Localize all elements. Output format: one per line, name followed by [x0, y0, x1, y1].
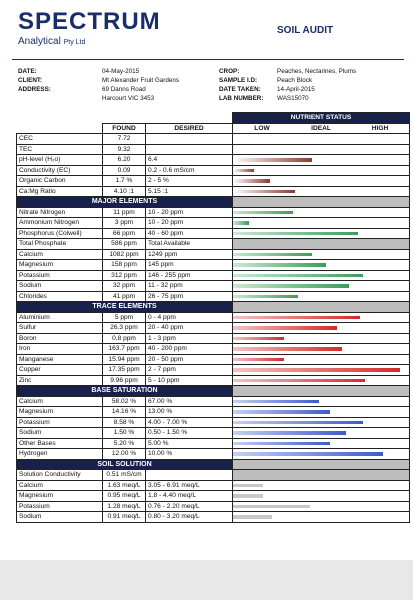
analyte-name: Hydrogen: [17, 449, 103, 460]
info-key: SAMPLE I.D:: [219, 77, 258, 84]
desired-value: 67.00 %: [146, 396, 233, 407]
analyte-name: Conductivity (EC): [17, 165, 103, 176]
info-value: 04-May-2015: [102, 68, 140, 75]
desired-value: [146, 134, 233, 145]
status-cell: [233, 134, 410, 145]
analyte-name: Sodium: [17, 512, 103, 523]
found-value: 0.95 meq/L: [103, 491, 146, 502]
status-bar: [233, 494, 263, 498]
analyte-name: Manganese: [17, 354, 103, 365]
section-header-row: [17, 386, 410, 397]
status-bar: [233, 431, 346, 435]
analyte-name: Magnesium: [17, 260, 103, 271]
info-key: DATE:: [18, 68, 37, 75]
info-key: ADDRESS:: [18, 86, 51, 93]
status-bar: [233, 505, 310, 509]
table-row: [17, 428, 410, 439]
status-cell: [233, 155, 410, 166]
status-bar: [233, 368, 400, 372]
table-row: [17, 407, 410, 418]
section-status-filler: [233, 386, 410, 397]
status-cell: [233, 218, 410, 229]
found-value: 11 ppm: [103, 207, 146, 218]
desired-value: 1 - 3 ppm: [146, 333, 233, 344]
desired-value: 5.00 %: [146, 438, 233, 449]
status-bar: [233, 253, 312, 257]
found-value: 26.3 ppm: [103, 323, 146, 334]
found-value: 0.51 mS/cm: [103, 470, 146, 481]
info-value: WAS15070: [277, 95, 309, 102]
found-value: 1.63 meq/L: [103, 480, 146, 491]
status-bar: [233, 442, 330, 446]
analyte-name: Boron: [17, 333, 103, 344]
table-row: [17, 333, 410, 344]
desired-value: [146, 470, 233, 481]
analyte-name: Iron: [17, 344, 103, 355]
analyte-name: Zinc: [17, 375, 103, 386]
low-header: LOW: [254, 124, 270, 132]
status-cell: [233, 428, 410, 439]
header-divider: [12, 59, 404, 60]
section-header-row: [17, 197, 410, 208]
analyte-name: Sodium: [17, 428, 103, 439]
status-bar: [233, 211, 293, 215]
table-row: [17, 438, 410, 449]
status-bar: [233, 410, 330, 414]
found-header: FOUND: [103, 123, 146, 134]
found-value: 32 ppm: [103, 281, 146, 292]
info-value: 14-April-2015: [277, 86, 315, 93]
status-cell: [233, 228, 410, 239]
brand-name: SPECTRUM: [18, 8, 161, 35]
analyte-name: Sulfur: [17, 323, 103, 334]
brand-sub-suffix: Pty Ltd: [63, 39, 86, 46]
table-row: [17, 249, 410, 260]
analyte-name: Copper: [17, 365, 103, 376]
status-bar: [233, 284, 349, 288]
status-bar: [233, 169, 254, 173]
desired-value: [146, 144, 233, 155]
status-cell: [233, 512, 410, 523]
status-cell: [233, 417, 410, 428]
table-row: [17, 344, 410, 355]
desired-value: 0.76 - 2.20 meq/L: [146, 501, 233, 512]
desired-value: 2 - 7 ppm: [146, 365, 233, 376]
section-title: SOIL SOLUTION: [17, 459, 233, 470]
found-value: 1082 ppm: [103, 249, 146, 260]
status-cell: [233, 344, 410, 355]
info-value: Harcourt VIC 3453: [102, 95, 155, 102]
found-value: 586 ppm: [103, 239, 146, 250]
table-row: [17, 144, 410, 155]
table-row: [17, 270, 410, 281]
found-value: 41 ppm: [103, 291, 146, 302]
status-cell: [233, 491, 410, 502]
status-cell: [233, 354, 410, 365]
status-cell: [233, 207, 410, 218]
analyte-name: Phosphorus (Colwell): [17, 228, 103, 239]
table-row: [17, 323, 410, 334]
section-title: BASE SATURATION: [17, 386, 233, 397]
table-row: [17, 501, 410, 512]
desired-value: 2 - 5 %: [146, 176, 233, 187]
analyte-name: Magnesium: [17, 491, 103, 502]
table-row: [17, 239, 410, 250]
info-value: Peach Block: [277, 77, 313, 84]
status-bar: [233, 347, 342, 351]
status-bar: [233, 179, 270, 183]
status-bar: [233, 337, 284, 341]
soil-results-table: [16, 112, 410, 523]
analyte-name: Organic Carbon: [17, 176, 103, 187]
status-cell: [233, 281, 410, 292]
status-bar: [233, 515, 272, 519]
info-value: Peaches, Nectarines, Plums: [277, 68, 357, 75]
status-bar: [233, 379, 365, 383]
table-row: [17, 417, 410, 428]
table-row: [17, 165, 410, 176]
status-cell: [233, 312, 410, 323]
desired-value: 20 - 50 ppm: [146, 354, 233, 365]
status-bar: [233, 295, 298, 299]
found-value: 0.09: [103, 165, 146, 176]
desired-value: 0 - 4 ppm: [146, 312, 233, 323]
desired-value: 26 - 75 ppm: [146, 291, 233, 302]
found-value: 312 ppm: [103, 270, 146, 281]
info-left-block: [18, 67, 179, 103]
table-row: [17, 512, 410, 523]
table-row: [17, 365, 410, 376]
analyte-name: Other Bases: [17, 438, 103, 449]
analyte-name: Magnesium: [17, 407, 103, 418]
desired-value: Total Available: [146, 239, 233, 250]
analyte-name: Potassium: [17, 270, 103, 281]
analyte-name: Calcium: [17, 480, 103, 491]
brand-logo: [18, 10, 161, 47]
analyte-name: Ca:Mg Ratio: [17, 186, 103, 197]
analyte-name: Potassium: [17, 501, 103, 512]
status-bar: [233, 316, 360, 320]
status-bar: [233, 326, 337, 330]
ideal-header: IDEAL: [311, 124, 331, 132]
desired-value: 1.8 - 4.40 meq/L: [146, 491, 233, 502]
desired-header: DESIRED: [146, 123, 233, 134]
analyte-name: Ammonium Nitrogen: [17, 218, 103, 229]
status-bar: [233, 232, 358, 236]
analyte-name: Chlorides: [17, 291, 103, 302]
status-cell: [233, 480, 410, 491]
info-key: LAB NUMBER:: [219, 95, 264, 102]
status-cell: [233, 501, 410, 512]
analyte-name: pH-level (H₂o): [17, 155, 103, 166]
desired-value: 0.50 - 1.50 %: [146, 428, 233, 439]
status-cell: [233, 375, 410, 386]
found-value: 17.35 ppm: [103, 365, 146, 376]
status-bar: [233, 484, 263, 488]
analyte-name: CEC: [17, 134, 103, 145]
nutrient-status-header: NUTRIENT STATUS: [233, 113, 410, 124]
found-value: 4.10 :1: [103, 186, 146, 197]
status-cell: [233, 270, 410, 281]
desired-value: 10.00 %: [146, 449, 233, 460]
status-bar: [233, 158, 312, 162]
status-cell: [233, 186, 410, 197]
found-value: 14.16 %: [103, 407, 146, 418]
table-row: [17, 449, 410, 460]
analyte-name: Potassium: [17, 417, 103, 428]
info-key: CROP:: [219, 68, 240, 75]
table-row: [17, 207, 410, 218]
desired-value: 11 - 32 ppm: [146, 281, 233, 292]
table-row: [17, 218, 410, 229]
desired-value: 6.4: [146, 155, 233, 166]
desired-value: 5.15 :1: [146, 186, 233, 197]
table-row: [17, 291, 410, 302]
found-value: 5 ppm: [103, 312, 146, 323]
table-row: [17, 375, 410, 386]
status-cell: [233, 333, 410, 344]
status-cell: [233, 407, 410, 418]
status-scale-header: [233, 123, 410, 134]
section-header-row: [17, 302, 410, 313]
status-cell: [233, 249, 410, 260]
section-status-filler: [233, 197, 410, 208]
status-cell: [233, 260, 410, 271]
desired-value: 145 ppm: [146, 260, 233, 271]
found-value: 7.72: [103, 134, 146, 145]
table-row: [17, 176, 410, 187]
status-cell: [233, 365, 410, 376]
table-row: [17, 491, 410, 502]
section-header-row: [17, 459, 410, 470]
found-value: 1.28 meq/L: [103, 501, 146, 512]
found-value: 8.58 %: [103, 417, 146, 428]
status-bar: [233, 452, 383, 456]
status-bar: [233, 358, 284, 362]
status-cell: [233, 165, 410, 176]
status-cell: [233, 176, 410, 187]
table-row: [17, 228, 410, 239]
info-value: 69 Danns Road: [102, 86, 146, 93]
status-cell: [233, 449, 410, 460]
status-bar: [233, 263, 326, 267]
found-value: 0.91 meq/L: [103, 512, 146, 523]
desired-value: 4.00 - 7.00 %: [146, 417, 233, 428]
desired-value: 40 - 200 ppm: [146, 344, 233, 355]
status-bar: [233, 400, 319, 404]
info-value: Mt Alexander Fruit Gardens: [102, 77, 179, 84]
status-cell: [233, 438, 410, 449]
found-value: 0.8 ppm: [103, 333, 146, 344]
found-value: 3 ppm: [103, 218, 146, 229]
found-value: 58.02 %: [103, 396, 146, 407]
found-value: 9.96 ppm: [103, 375, 146, 386]
section-status-filler: [233, 302, 410, 313]
section-title: MAJOR ELEMENTS: [17, 197, 233, 208]
status-cell: [233, 239, 410, 250]
section-title: TRACE ELEMENTS: [17, 302, 233, 313]
table-row: [17, 396, 410, 407]
desired-value: 40 - 60 ppm: [146, 228, 233, 239]
found-value: 1.50 %: [103, 428, 146, 439]
desired-value: 20 - 40 ppm: [146, 323, 233, 334]
analyte-name: Calcium: [17, 249, 103, 260]
found-value: 5.20 %: [103, 438, 146, 449]
status-cell: [233, 470, 410, 481]
info-right-block: [219, 67, 356, 103]
desired-value: 10 - 20 ppm: [146, 207, 233, 218]
analyte-name: TEC: [17, 144, 103, 155]
analyte-name: Aluminium: [17, 312, 103, 323]
table-row: [17, 470, 410, 481]
info-key: CLIENT:: [18, 77, 43, 84]
desired-value: 13.00 %: [146, 407, 233, 418]
desired-value: 0.80 - 3.20 meq/L: [146, 512, 233, 523]
status-cell: [233, 144, 410, 155]
desired-value: 10 - 20 ppm: [146, 218, 233, 229]
found-value: 9.32: [103, 144, 146, 155]
document-title: SOIL AUDIT: [277, 25, 334, 36]
found-value: 15.94 ppm: [103, 354, 146, 365]
table-row: [17, 312, 410, 323]
status-cell: [233, 396, 410, 407]
info-key: DATE TAKEN:: [219, 86, 261, 93]
status-cell: [233, 291, 410, 302]
brand-sub: Analytical: [18, 36, 61, 47]
analyte-name: Calcium: [17, 396, 103, 407]
table-row: [17, 281, 410, 292]
status-bar: [233, 274, 363, 278]
status-bar: [233, 221, 249, 225]
found-value: 12.00 %: [103, 449, 146, 460]
found-value: 66 ppm: [103, 228, 146, 239]
table-row: [17, 155, 410, 166]
status-bar: [233, 190, 295, 194]
table-row: [17, 134, 410, 145]
table-row: [17, 260, 410, 271]
found-value: 1.7 %: [103, 176, 146, 187]
high-header: HIGH: [371, 124, 389, 132]
analyte-name: Sodium: [17, 281, 103, 292]
table-row: [17, 186, 410, 197]
desired-value: 3.05 - 6.91 meq/L: [146, 480, 233, 491]
desired-value: 5 - 10 ppm: [146, 375, 233, 386]
found-value: 158 ppm: [103, 260, 146, 271]
status-bar: [233, 421, 363, 425]
analyte-name: Solution Conductivity: [17, 470, 103, 481]
table-row: [17, 354, 410, 365]
analyte-name: Total Phosphate: [17, 239, 103, 250]
desired-value: 1249 ppm: [146, 249, 233, 260]
table-row: [17, 480, 410, 491]
found-value: 163.7 ppm: [103, 344, 146, 355]
status-cell: [233, 323, 410, 334]
desired-value: 0.2 - 0.6 mS/cm: [146, 165, 233, 176]
section-status-filler: [233, 459, 410, 470]
analyte-name: Nitrate Nitrogen: [17, 207, 103, 218]
found-value: 6.20: [103, 155, 146, 166]
desired-value: 146 - 255 ppm: [146, 270, 233, 281]
